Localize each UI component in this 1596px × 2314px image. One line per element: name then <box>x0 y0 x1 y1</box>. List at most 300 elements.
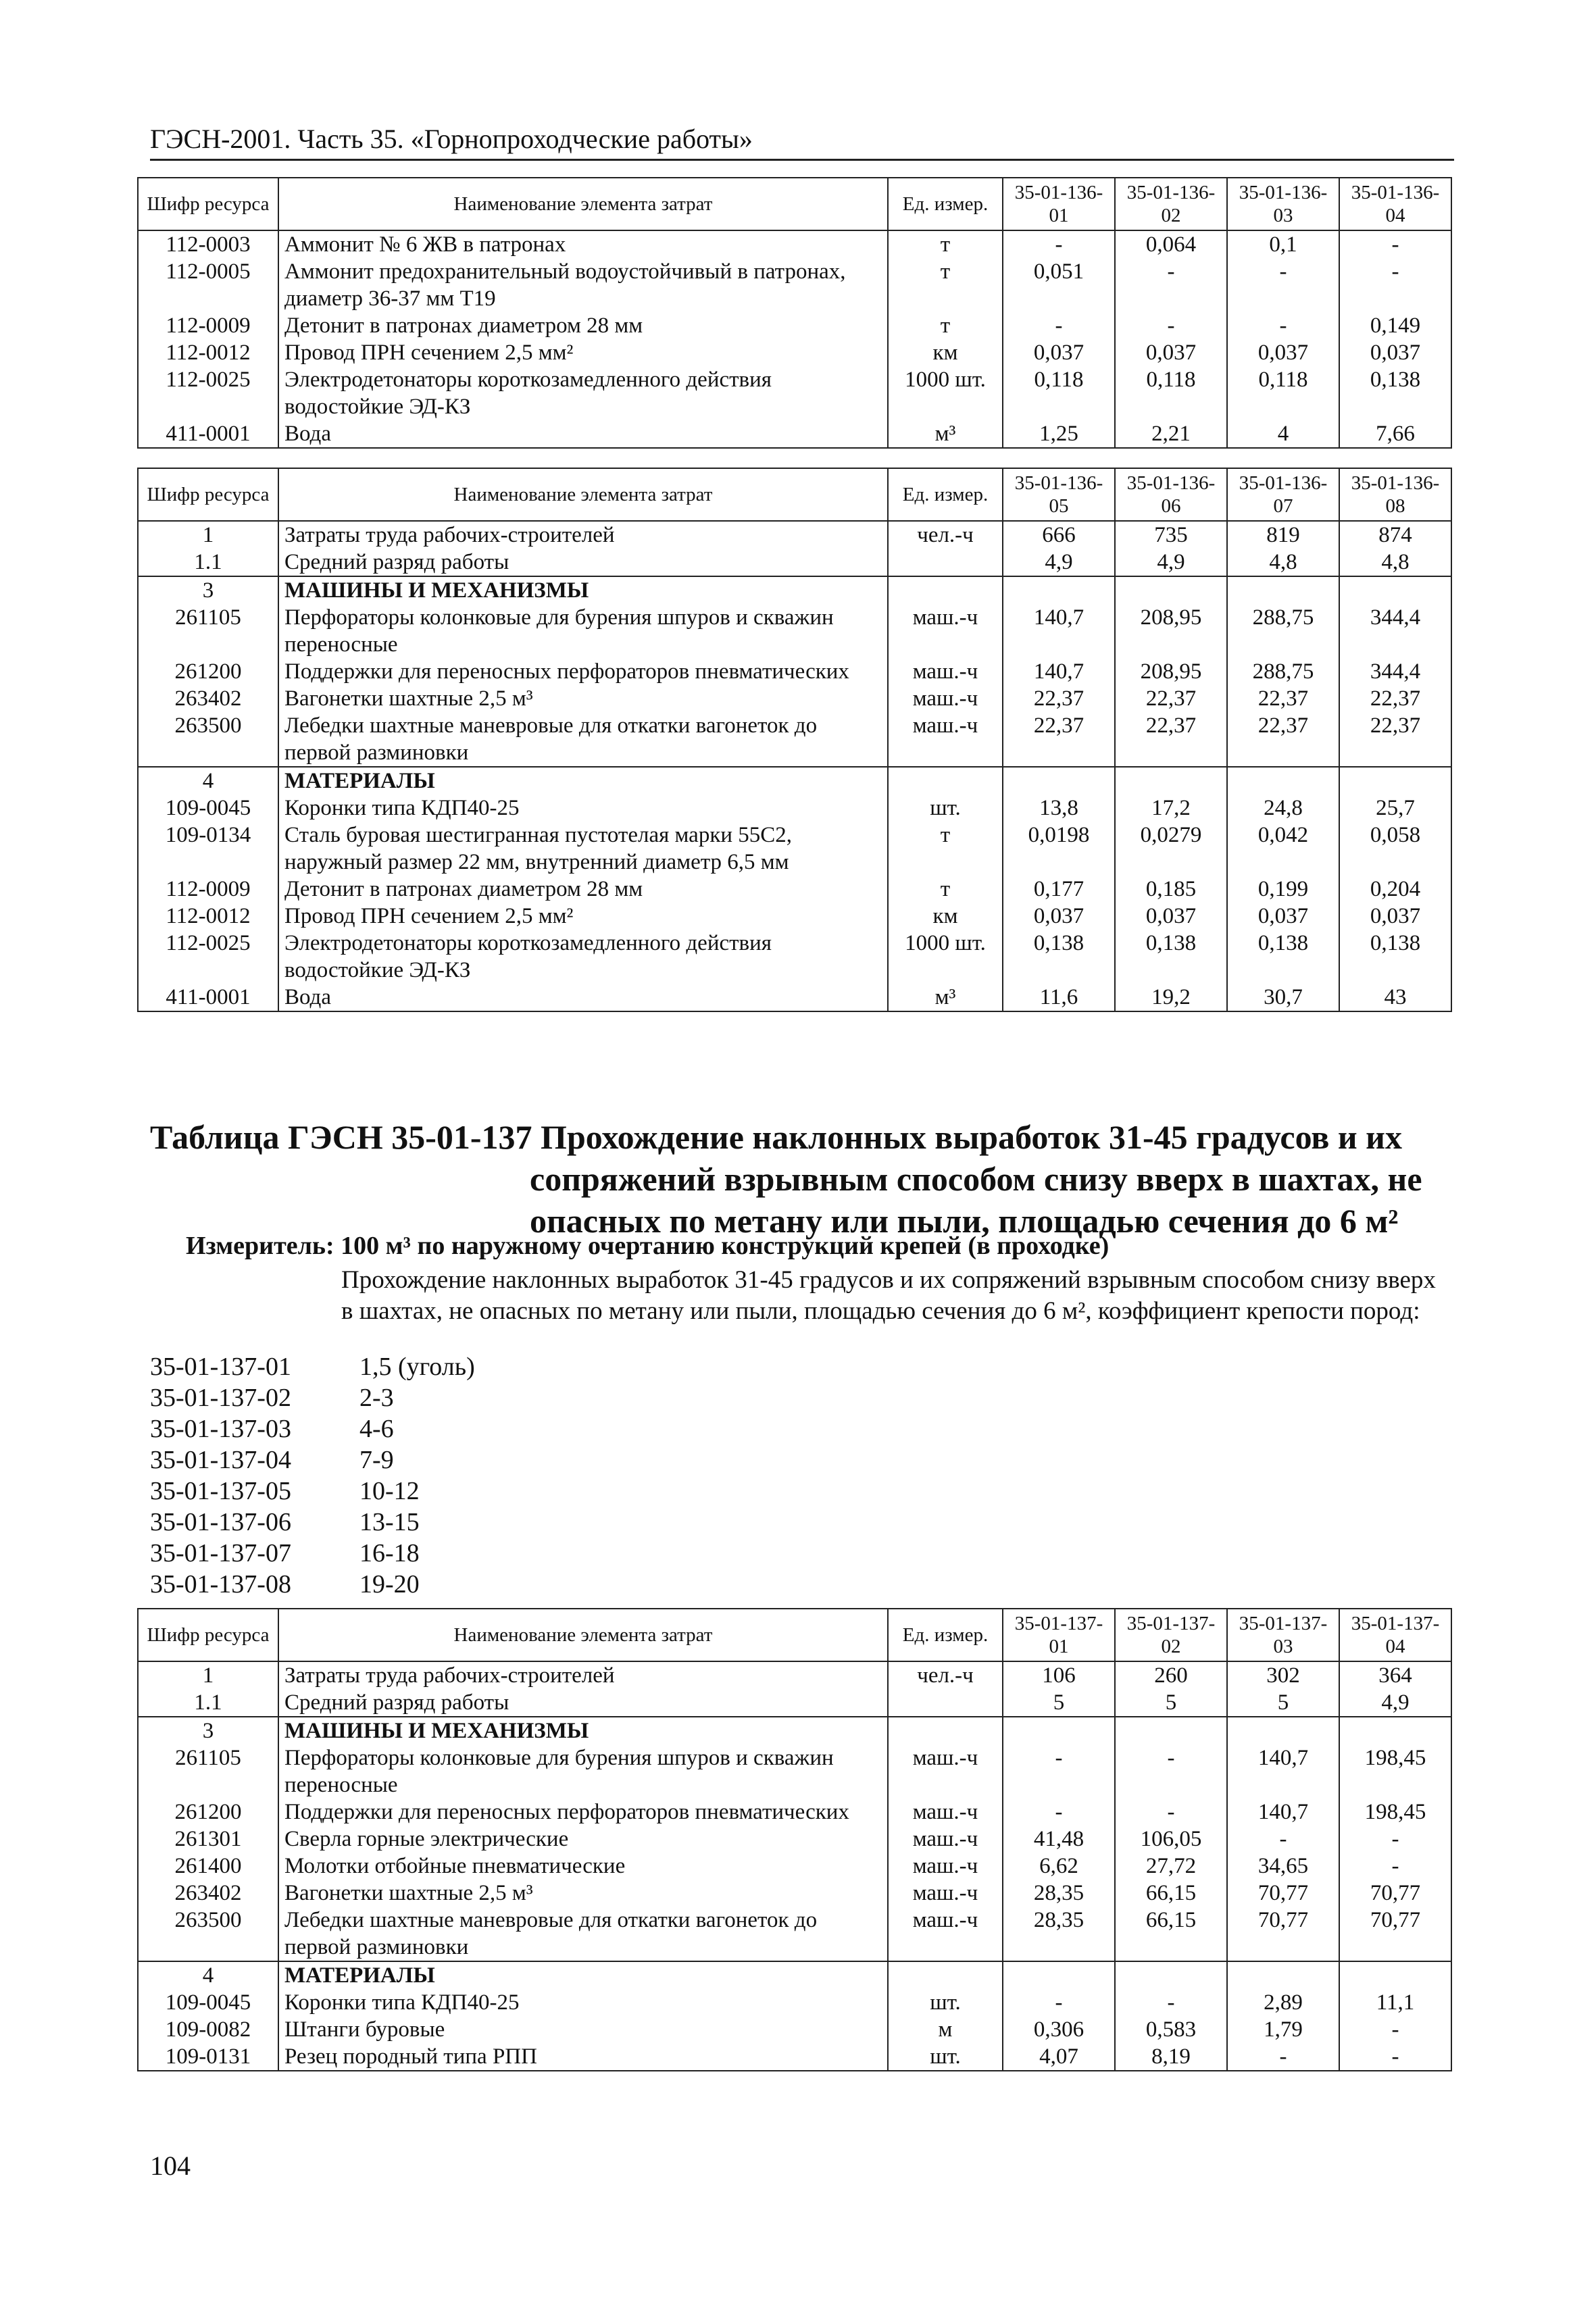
col-header-unit: Ед. измер. <box>888 1609 1003 1661</box>
cell-value: 106 <box>1003 1661 1115 1689</box>
col-header-code: Шифр ресурса <box>138 178 278 230</box>
cell-value: 140,7 <box>1227 1799 1339 1826</box>
cell-value: - <box>1227 258 1339 312</box>
table-row <box>138 339 1451 366</box>
cell-code: 109-0134 <box>138 822 278 876</box>
cell-value: 288,75 <box>1227 658 1339 685</box>
cell-value: 22,37 <box>1003 712 1115 767</box>
col-header-norm: 35-01-137-04 <box>1339 1609 1451 1661</box>
cell-value: 5 <box>1115 1689 1227 1717</box>
cell-unit: м <box>888 2016 1003 2043</box>
cell-unit <box>888 1961 1003 1989</box>
cell-value: 0,037 <box>1227 903 1339 930</box>
code-value: 16-18 <box>359 1539 420 1567</box>
code-item <box>150 1413 475 1444</box>
resource-table-137 <box>137 1608 1452 2071</box>
cell-value: 66,15 <box>1115 1880 1227 1907</box>
code-value: 4-6 <box>359 1415 394 1443</box>
cell-value: 22,37 <box>1339 685 1451 712</box>
code-value: 1,5 (уголь) <box>359 1353 475 1381</box>
cell-value: 34,65 <box>1227 1853 1339 1880</box>
cell-unit: маш.-ч <box>888 1799 1003 1826</box>
cell-value: - <box>1339 230 1451 258</box>
table-row <box>138 1989 1451 2016</box>
cell-unit: маш.-ч <box>888 658 1003 685</box>
cell-unit: т <box>888 230 1003 258</box>
cell-value: 0,1 <box>1227 230 1339 258</box>
cell-name: Сталь буровая шестигранная пустотелая марки 55С2, наружный размер 22 мм, внутренний диаметр 6,5 мм <box>278 822 888 876</box>
col-header-norm: 35-01-136-04 <box>1339 178 1451 230</box>
cell-value <box>1115 1717 1227 1744</box>
cell-value: 70,77 <box>1339 1880 1451 1907</box>
cell-value: - <box>1227 2043 1339 2071</box>
cell-name: Детонит в патронах диаметром 28 мм <box>278 876 888 903</box>
cell-value: 0,037 <box>1339 903 1451 930</box>
cell-unit: м³ <box>888 420 1003 448</box>
col-header-norm: 35-01-137-01 <box>1003 1609 1115 1661</box>
table-row <box>138 1826 1451 1853</box>
cell-code: 1 <box>138 521 278 549</box>
code-item <box>150 1476 475 1507</box>
col-header-norm: 35-01-136-08 <box>1339 468 1451 521</box>
cell-value <box>1003 1717 1115 1744</box>
code-item <box>150 1538 475 1569</box>
table-row <box>138 1799 1451 1826</box>
table-row <box>138 1853 1451 1880</box>
cell-value: 0,118 <box>1115 366 1227 420</box>
cell-name: Электродетонаторы короткозамедленного действия водостойкие ЭД-КЗ <box>278 366 888 420</box>
cell-code: 109-0082 <box>138 2016 278 2043</box>
cell-value: 0,306 <box>1003 2016 1115 2043</box>
table-row <box>138 549 1451 576</box>
cell-code: 261105 <box>138 604 278 658</box>
cell-value: 0,042 <box>1227 822 1339 876</box>
cell-value: 43 <box>1339 984 1451 1011</box>
code-id: 35-01-137-07 <box>150 1539 291 1567</box>
cell-name: МАШИНЫ И МЕХАНИЗМЫ <box>278 1717 888 1744</box>
cell-value: 106,05 <box>1115 1826 1227 1853</box>
cell-name: Поддержки для переносных перфораторов пневматических <box>278 658 888 685</box>
cell-value <box>1227 1961 1339 1989</box>
cell-value: 0,185 <box>1115 876 1227 903</box>
cell-unit: маш.-ч <box>888 1744 1003 1799</box>
cell-name: Вода <box>278 984 888 1011</box>
cell-value: - <box>1003 1744 1115 1799</box>
cell-name: Поддержки для переносных перфораторов пневматических <box>278 1799 888 1826</box>
cell-value: 735 <box>1115 521 1227 549</box>
cell-unit <box>888 1717 1003 1744</box>
section-row <box>138 1961 1451 1989</box>
cell-name: Затраты труда рабочих-строителей <box>278 521 888 549</box>
code-id: 35-01-137-05 <box>150 1477 291 1505</box>
table-row <box>138 2043 1451 2071</box>
col-header-name: Наименование элемента затрат <box>278 178 888 230</box>
cell-value: 0,149 <box>1339 312 1451 339</box>
cell-value: 0,037 <box>1115 903 1227 930</box>
cell-value: - <box>1227 1826 1339 1853</box>
cell-value: 140,7 <box>1227 1744 1339 1799</box>
cell-name: Провод ПРН сечением 2,5 мм² <box>278 339 888 366</box>
code-id: 35-01-137-03 <box>150 1415 291 1443</box>
cell-value: 0,064 <box>1115 230 1227 258</box>
cell-code: 112-0012 <box>138 339 278 366</box>
cell-value: - <box>1339 258 1451 312</box>
table-row <box>138 822 1451 876</box>
col-header-norm: 35-01-136-01 <box>1003 178 1115 230</box>
cell-code: 3 <box>138 576 278 604</box>
cell-value <box>1003 1961 1115 1989</box>
resource-table-136-a <box>137 177 1452 449</box>
code-list <box>150 1351 475 1600</box>
cell-name: Штанги буровые <box>278 2016 888 2043</box>
code-value: 2-3 <box>359 1384 394 1412</box>
cell-value: 0,037 <box>1115 339 1227 366</box>
cell-value <box>1339 1961 1451 1989</box>
table-row <box>138 930 1451 984</box>
cell-code: 261105 <box>138 1744 278 1799</box>
cell-value: 0,138 <box>1339 366 1451 420</box>
table-row <box>138 1880 1451 1907</box>
cell-value: 22,37 <box>1003 685 1115 712</box>
cell-value: 0,037 <box>1339 339 1451 366</box>
cell-value: - <box>1003 1799 1115 1826</box>
cell-code: 109-0045 <box>138 795 278 822</box>
cell-name: Вода <box>278 420 888 448</box>
code-id: 35-01-137-04 <box>150 1446 291 1474</box>
cell-value: 22,37 <box>1227 685 1339 712</box>
cell-code: 263500 <box>138 1907 278 1961</box>
cell-value <box>1115 767 1227 795</box>
cell-value <box>1115 576 1227 604</box>
cell-value: 0,138 <box>1003 930 1115 984</box>
cell-unit: шт. <box>888 1989 1003 2016</box>
table-row <box>138 312 1451 339</box>
table-row <box>138 1907 1451 1961</box>
cell-value: 0,058 <box>1339 822 1451 876</box>
table-row <box>138 876 1451 903</box>
cell-value: 198,45 <box>1339 1744 1451 1799</box>
col-header-unit: Ед. измер. <box>888 178 1003 230</box>
table-header-row <box>138 468 1451 521</box>
cell-value: 0,051 <box>1003 258 1115 312</box>
cell-value: 27,72 <box>1115 1853 1227 1880</box>
cell-name: Вагонетки шахтные 2,5 м³ <box>278 685 888 712</box>
code-id: 35-01-137-06 <box>150 1508 291 1536</box>
code-id: 35-01-137-02 <box>150 1384 291 1412</box>
table-row <box>138 420 1451 448</box>
cell-value: - <box>1339 2016 1451 2043</box>
cell-value: - <box>1339 1826 1451 1853</box>
cell-name: Сверла горные электрические <box>278 1826 888 1853</box>
cell-value: - <box>1115 312 1227 339</box>
col-header-norm: 35-01-136-07 <box>1227 468 1339 521</box>
table-row <box>138 1661 1451 1689</box>
col-header-code: Шифр ресурса <box>138 468 278 521</box>
cell-unit: км <box>888 339 1003 366</box>
cell-value: 30,7 <box>1227 984 1339 1011</box>
cell-value: 8,19 <box>1115 2043 1227 2071</box>
cell-code: 261200 <box>138 658 278 685</box>
cell-value: 22,37 <box>1227 712 1339 767</box>
cell-value: 7,66 <box>1339 420 1451 448</box>
cell-unit: т <box>888 822 1003 876</box>
cell-unit: маш.-ч <box>888 1907 1003 1961</box>
table-row <box>138 2016 1451 2043</box>
cell-name: Перфораторы колонковые для бурения шпуров и скважин переносные <box>278 1744 888 1799</box>
section-title-line: сопряжений взрывным способом снизу вверх в шахтах, не <box>530 1160 1422 1198</box>
table-row <box>138 795 1451 822</box>
cell-unit: чел.-ч <box>888 521 1003 549</box>
cell-code: 109-0131 <box>138 2043 278 2071</box>
section-row <box>138 767 1451 795</box>
cell-value: 24,8 <box>1227 795 1339 822</box>
cell-name: МАТЕРИАЛЫ <box>278 1961 888 1989</box>
cell-value: 70,77 <box>1339 1907 1451 1961</box>
cell-unit <box>888 549 1003 576</box>
table-row <box>138 658 1451 685</box>
col-header-norm: 35-01-136-05 <box>1003 468 1115 521</box>
section-title-line: Таблица ГЭСН 35-01-137 Прохождение наклонных выработок 31-45 градусов и их <box>150 1118 1402 1156</box>
cell-code: 261400 <box>138 1853 278 1880</box>
col-header-norm: 35-01-137-03 <box>1227 1609 1339 1661</box>
cell-value: 28,35 <box>1003 1880 1115 1907</box>
section-title-line: опасных по метану или пыли, площадью сечения до 6 м² <box>530 1202 1399 1240</box>
cell-value: 0,0279 <box>1115 822 1227 876</box>
cell-code: 112-0003 <box>138 230 278 258</box>
cell-unit <box>888 576 1003 604</box>
cell-value: 208,95 <box>1115 658 1227 685</box>
code-id: 35-01-137-08 <box>150 1570 291 1599</box>
cell-value: - <box>1115 1989 1227 2016</box>
cell-value: 288,75 <box>1227 604 1339 658</box>
cell-name: Вагонетки шахтные 2,5 м³ <box>278 1880 888 1907</box>
cell-value: 344,4 <box>1339 604 1451 658</box>
cell-value <box>1227 576 1339 604</box>
cell-value: 0,177 <box>1003 876 1115 903</box>
cell-unit: чел.-ч <box>888 1661 1003 1689</box>
table-row <box>138 1744 1451 1799</box>
cell-code: 1.1 <box>138 1689 278 1717</box>
cell-value: 70,77 <box>1227 1907 1339 1961</box>
cell-value: 0,138 <box>1115 930 1227 984</box>
cell-value: 302 <box>1227 1661 1339 1689</box>
cell-name: Коронки типа КДП40-25 <box>278 795 888 822</box>
cell-unit: маш.-ч <box>888 1826 1003 1853</box>
cell-unit: шт. <box>888 2043 1003 2071</box>
cell-name: Лебедки шахтные маневровые для откатки вагонеток до первой разминовки <box>278 1907 888 1961</box>
code-item <box>150 1507 475 1538</box>
table-row <box>138 521 1451 549</box>
table-row <box>138 258 1451 312</box>
cell-value: - <box>1339 1853 1451 1880</box>
code-value: 13-15 <box>359 1508 420 1536</box>
cell-value: - <box>1115 1799 1227 1826</box>
running-header: ГЭСН-2001. Часть 35. «Горнопроходческие работы» <box>150 123 1454 161</box>
cell-value: 0,118 <box>1227 366 1339 420</box>
cell-name: Электродетонаторы короткозамедленного действия водостойкие ЭД-КЗ <box>278 930 888 984</box>
code-item <box>150 1351 475 1382</box>
cell-code: 263500 <box>138 712 278 767</box>
cell-value <box>1227 1717 1339 1744</box>
cell-value: 22,37 <box>1115 712 1227 767</box>
cell-unit: маш.-ч <box>888 1853 1003 1880</box>
cell-unit: км <box>888 903 1003 930</box>
col-header-norm: 35-01-136-03 <box>1227 178 1339 230</box>
cell-value: 364 <box>1339 1661 1451 1689</box>
cell-unit: 1000 шт. <box>888 366 1003 420</box>
cell-code: 263402 <box>138 1880 278 1907</box>
cell-value: 22,37 <box>1339 712 1451 767</box>
cell-value: - <box>1339 2043 1451 2071</box>
cell-value: 0,037 <box>1003 339 1115 366</box>
cell-value <box>1003 767 1115 795</box>
cell-value: 66,15 <box>1115 1907 1227 1961</box>
cell-value: 2,21 <box>1115 420 1227 448</box>
cell-value: 0,583 <box>1115 2016 1227 2043</box>
cell-code: 112-0012 <box>138 903 278 930</box>
cell-code: 411-0001 <box>138 984 278 1011</box>
cell-value: 0,204 <box>1339 876 1451 903</box>
cell-name: МАШИНЫ И МЕХАНИЗМЫ <box>278 576 888 604</box>
cell-value: 2,89 <box>1227 1989 1339 2016</box>
cell-value: 4,9 <box>1339 1689 1451 1717</box>
cell-name: Перфораторы колонковые для бурения шпуров и скважин переносные <box>278 604 888 658</box>
cell-value: - <box>1227 312 1339 339</box>
table-header-row <box>138 178 1451 230</box>
col-header-code: Шифр ресурса <box>138 1609 278 1661</box>
table-description: Прохождение наклонных выработок 31-45 градусов и их сопряжений взрывным способом снизу вверх в шахтах, не опасных по метану или пыли, площадью сечения до 6 м², коэффициент крепости пород: <box>341 1266 1436 1325</box>
cell-name: Детонит в патронах диаметром 28 мм <box>278 312 888 339</box>
cell-value: 17,2 <box>1115 795 1227 822</box>
cell-value: 5 <box>1227 1689 1339 1717</box>
cell-value: 0,037 <box>1003 903 1115 930</box>
section-row <box>138 576 1451 604</box>
cell-name: Средний разряд работы <box>278 549 888 576</box>
cell-value: 13,8 <box>1003 795 1115 822</box>
cell-value: 0,199 <box>1227 876 1339 903</box>
cell-name: Затраты труда рабочих-строителей <box>278 1661 888 1689</box>
cell-value <box>1115 1961 1227 1989</box>
table-row <box>138 903 1451 930</box>
cell-value <box>1339 1717 1451 1744</box>
cell-value: 25,7 <box>1339 795 1451 822</box>
cell-name: Резец породный типа РПП <box>278 2043 888 2071</box>
cell-unit: маш.-ч <box>888 685 1003 712</box>
cell-value: 260 <box>1115 1661 1227 1689</box>
cell-unit: т <box>888 876 1003 903</box>
cell-value: 28,35 <box>1003 1907 1115 1961</box>
cell-value: 198,45 <box>1339 1799 1451 1826</box>
cell-value: 140,7 <box>1003 604 1115 658</box>
cell-value: 0,138 <box>1339 930 1451 984</box>
cell-value: 11,6 <box>1003 984 1115 1011</box>
cell-name: Аммонит предохранительный водоустойчивый в патронах, диаметр 36-37 мм Т19 <box>278 258 888 312</box>
cell-unit: маш.-ч <box>888 712 1003 767</box>
cell-unit <box>888 1689 1003 1717</box>
table-row <box>138 712 1451 767</box>
table-row <box>138 984 1451 1011</box>
code-value: 19-20 <box>359 1570 420 1599</box>
col-header-norm: 35-01-136-02 <box>1115 178 1227 230</box>
cell-unit: м³ <box>888 984 1003 1011</box>
cell-value: 19,2 <box>1115 984 1227 1011</box>
cell-value: 6,62 <box>1003 1853 1115 1880</box>
cell-value: - <box>1003 230 1115 258</box>
cell-value: 666 <box>1003 521 1115 549</box>
cell-value: - <box>1115 1744 1227 1799</box>
cell-name: Коронки типа КДП40-25 <box>278 1989 888 2016</box>
code-value: 10-12 <box>359 1477 420 1505</box>
cell-code: 1 <box>138 1661 278 1689</box>
cell-value: 0,138 <box>1227 930 1339 984</box>
cell-value: 874 <box>1339 521 1451 549</box>
cell-value: 4,9 <box>1003 549 1115 576</box>
col-header-norm: 35-01-137-02 <box>1115 1609 1227 1661</box>
cell-value: 4,07 <box>1003 2043 1115 2071</box>
col-header-norm: 35-01-136-06 <box>1115 468 1227 521</box>
cell-value: 70,77 <box>1227 1880 1339 1907</box>
cell-value <box>1003 576 1115 604</box>
cell-code: 109-0045 <box>138 1989 278 2016</box>
cell-code: 261301 <box>138 1826 278 1853</box>
cell-unit: 1000 шт. <box>888 930 1003 984</box>
cell-value: 819 <box>1227 521 1339 549</box>
code-id: 35-01-137-01 <box>150 1353 291 1381</box>
cell-name: Провод ПРН сечением 2,5 мм² <box>278 903 888 930</box>
code-item <box>150 1569 475 1600</box>
cell-code: 112-0025 <box>138 366 278 420</box>
col-header-name: Наименование элемента затрат <box>278 1609 888 1661</box>
cell-code: 112-0009 <box>138 876 278 903</box>
table-header-row <box>138 1609 1451 1661</box>
cell-value: - <box>1115 258 1227 312</box>
cell-code: 263402 <box>138 685 278 712</box>
cell-unit: маш.-ч <box>888 604 1003 658</box>
code-value: 7-9 <box>359 1446 394 1474</box>
cell-value: 0,037 <box>1227 339 1339 366</box>
cell-unit: маш.-ч <box>888 1880 1003 1907</box>
cell-value: 4 <box>1227 420 1339 448</box>
cell-code: 112-0009 <box>138 312 278 339</box>
cell-value: 140,7 <box>1003 658 1115 685</box>
cell-unit <box>888 767 1003 795</box>
code-item <box>150 1444 475 1476</box>
measure-unit: Измеритель: 100 м³ по наружному очертанию конструкций крепей (в проходке) <box>186 1232 1109 1260</box>
cell-code: 3 <box>138 1717 278 1744</box>
cell-value <box>1339 576 1451 604</box>
cell-code: 112-0025 <box>138 930 278 984</box>
col-header-name: Наименование элемента затрат <box>278 468 888 521</box>
section-row <box>138 1717 1451 1744</box>
cell-value: 0,118 <box>1003 366 1115 420</box>
cell-value: 4,9 <box>1115 549 1227 576</box>
col-header-unit: Ед. измер. <box>888 468 1003 521</box>
cell-value: 344,4 <box>1339 658 1451 685</box>
cell-code: 112-0005 <box>138 258 278 312</box>
cell-value: 22,37 <box>1115 685 1227 712</box>
cell-unit: шт. <box>888 795 1003 822</box>
cell-value: 1,25 <box>1003 420 1115 448</box>
cell-unit: т <box>888 312 1003 339</box>
cell-code: 261200 <box>138 1799 278 1826</box>
cell-value: 208,95 <box>1115 604 1227 658</box>
cell-value: 4,8 <box>1339 549 1451 576</box>
cell-name: МАТЕРИАЛЫ <box>278 767 888 795</box>
cell-code: 411-0001 <box>138 420 278 448</box>
cell-value: 11,1 <box>1339 1989 1451 2016</box>
cell-name: Средний разряд работы <box>278 1689 888 1717</box>
cell-value: 41,48 <box>1003 1826 1115 1853</box>
